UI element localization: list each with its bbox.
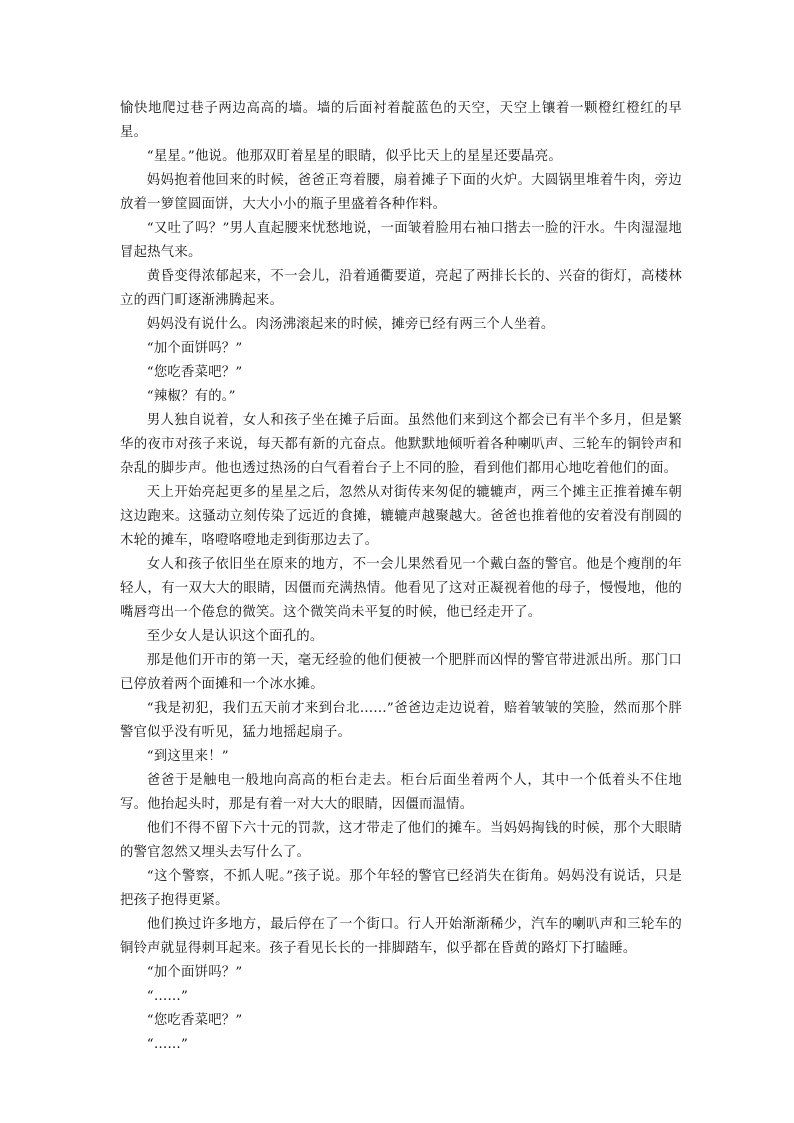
story-paragraph: “到这里来！”: [146, 749, 229, 764]
story-paragraph: “加个面饼吗？”: [146, 965, 243, 980]
story-paragraph: “星星。”他说。他那双盯着星星的眼睛，似乎比天上的星星还要晶亮。: [146, 149, 562, 164]
story-paragraph: “您吃香菜吧？”: [146, 365, 243, 380]
story-paragraph: “加个面饼吗？”: [146, 341, 243, 356]
story-paragraph: “……”: [146, 1037, 189, 1052]
story-paragraph: 妈妈没有说什么。肉汤沸滚起来的时候，摊旁已经有两三个人坐着。: [146, 317, 555, 332]
story-paragraph: 男人独自说着，女人和孩子坐在摊子后面。虽然他们来到这个都会已有半个多月，但是繁华的夜市对孩子来说，每天都有新的亢奋点。他默默地倾听着各种喇叭声、三轮车的铜铃声和杂乱的脚步声。他也透过热汤的白气看着台子上不同的脸，看到他们都用心地吃着他们的面。: [120, 413, 682, 476]
story-paragraph: 愉快地爬过巷子两边高高的墙。墙的后面衬着靛蓝色的天空，天空上镶着一颗橙红橙红的早星。: [120, 101, 682, 140]
story-paragraph: 黄昏变得浓郁起来，不一会儿，沿着通衢要道，亮起了两排长长的、兴奋的街灯，高楼林立的西门町逐渐沸腾起来。: [120, 269, 682, 308]
story-paragraph: 至少女人是认识这个面孔的。: [146, 629, 324, 644]
story-paragraph: “辣椒？有的。”: [146, 389, 236, 404]
story-paragraph: 爸爸于是触电一般地向高高的柜台走去。柜台后面坐着两个人，其中一个低着头不住地写。他抬起头时，那是有着一对大大的眼睛，因僵而温情。: [120, 773, 682, 812]
story-paragraph: 他们不得不留下六十元的罚款，这才带走了他们的摊车。当妈妈掏钱的时候，那个大眼睛的警官忽然又埋头去写什么了。: [120, 821, 682, 860]
story-paragraph: 女人和孩子依旧坐在原来的地方，不一会儿果然看见一个戴白盔的警官。他是个瘦削的年轻人，有一双大大的眼睛，因僵而充满热情。他看见了这对正凝视着他的母子，慢慢地，他的嘴唇弯出一个倦怠的微笑。这个微笑尚未平复的时候，他已经走开了。: [120, 557, 682, 620]
story-paragraph: 他们换过许多地方，最后停在了一个街口。行人开始渐渐稀少，汽车的喇叭声和三轮车的铜铃声就显得刺耳起来。孩子看见长长的一排脚踏车，似乎都在昏黄的路灯下打瞌睡。: [120, 917, 682, 956]
story-paragraph: “我是初犯，我们五天前才来到台北……”爸爸边走边说着，赔着皱皱的笑脸，然而那个胖警官似乎没有听见，猛力地摇起扇子。: [120, 701, 682, 740]
story-paragraph: 妈妈抱着他回来的时候，爸爸正弯着腰，扇着摊子下面的火炉。大圆锅里堆着牛肉，旁边放着一箩筐圆面饼，大大小小的瓶子里盛着各种作料。: [120, 173, 682, 212]
story-paragraph: “这个警察，不抓人呢。”孩子说。那个年轻的警官已经消失在街角。妈妈没有说话，只是把孩子抱得更紧。: [120, 869, 682, 908]
story-paragraph: “……”: [146, 989, 189, 1004]
story-paragraph: 那是他们开市的第一天，毫无经验的他们便被一个肥胖而凶悍的警官带进派出所。那门口已停放着两个面摊和一个冰水摊。: [120, 653, 682, 692]
story-paragraph: “您吃香菜吧？”: [146, 1013, 243, 1028]
story-paragraph: 天上开始亮起更多的星星之后，忽然从对街传来匆促的辘辘声，两三个摊主正推着摊车朝这边跑来。这骚动立刻传染了远近的食摊，辘辘声越聚越大。爸爸也推着他的安着没有削圆的木轮的摊车，咯噔咯噔地走到街那边去了。: [120, 485, 682, 548]
story-body: [120, 97, 682, 1057]
story-paragraph: “又吐了吗？”男人直起腰来忧愁地说，一面皱着脸用右袖口揩去一脸的汗水。牛肉湿湿地冒起热气来。: [120, 221, 682, 260]
